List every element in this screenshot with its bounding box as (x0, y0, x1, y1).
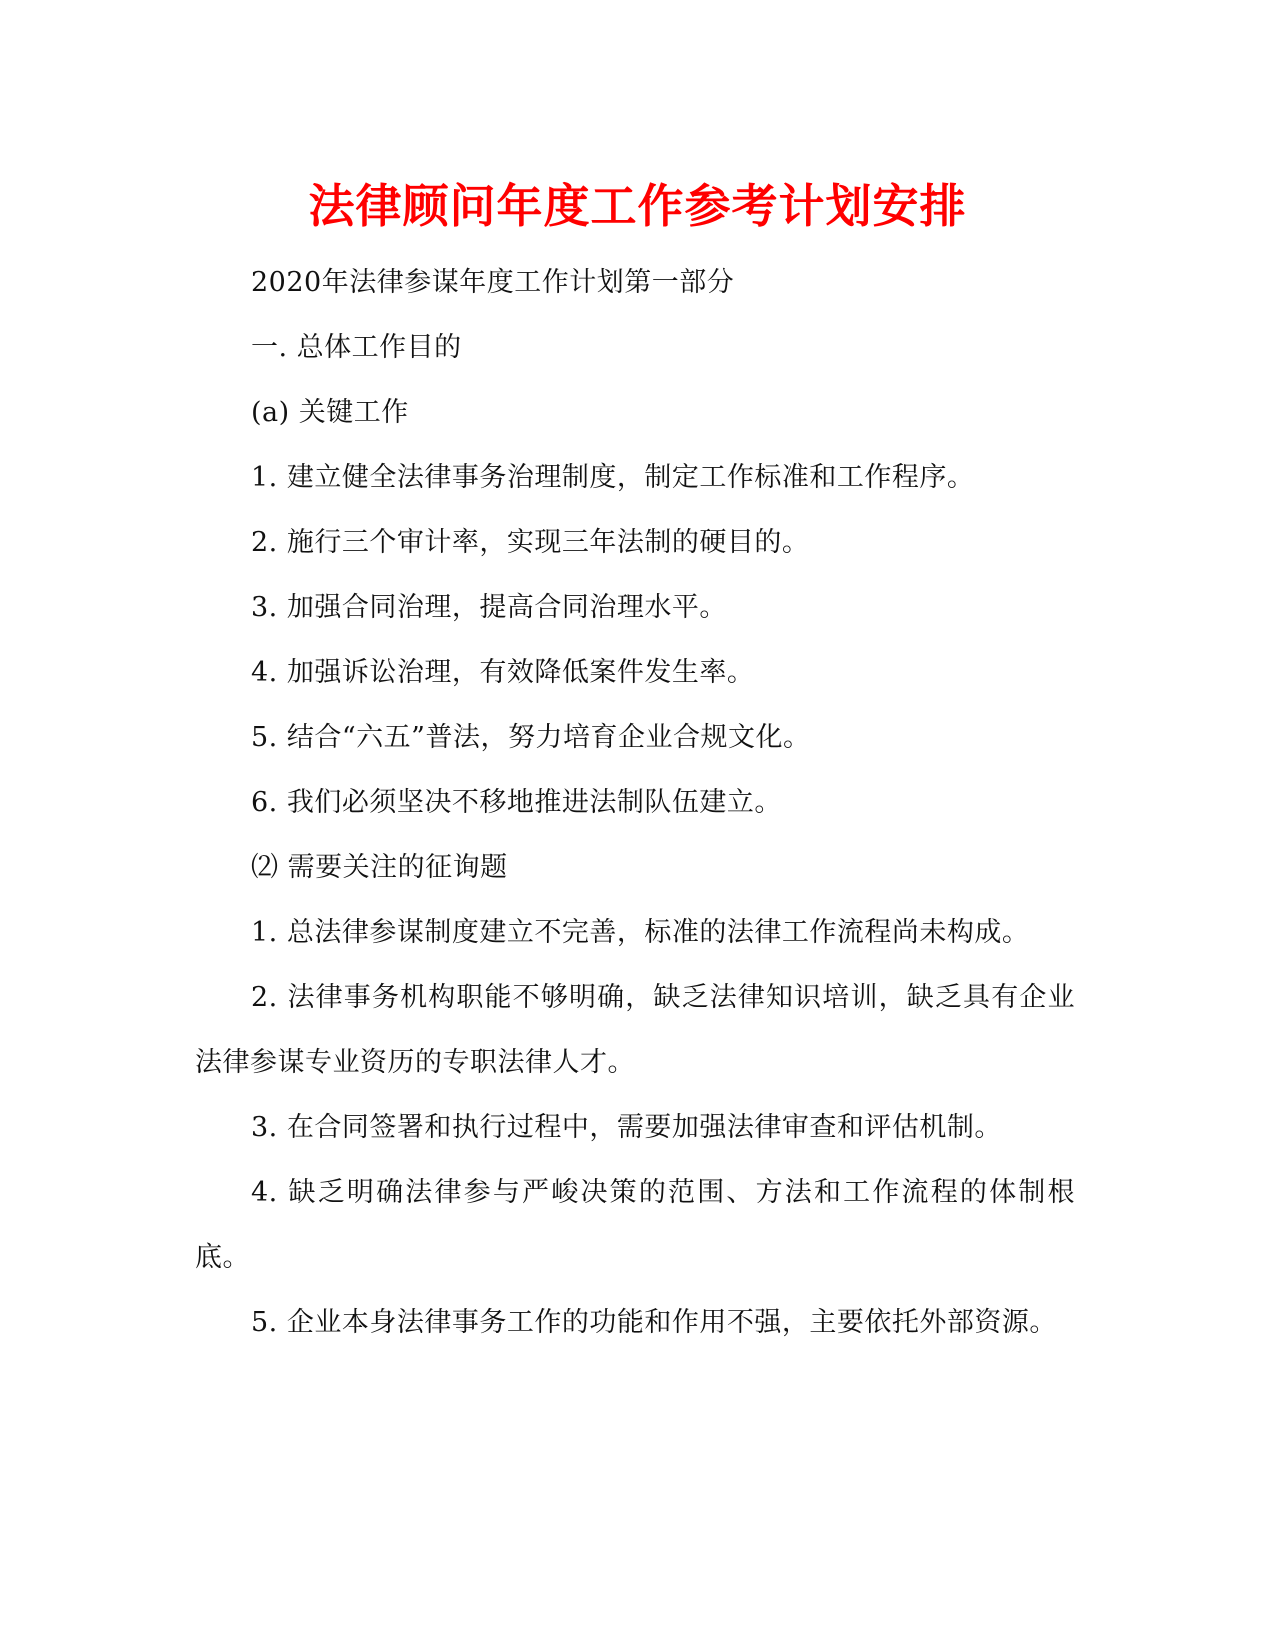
list-item: 1. 总法律参谋制度建立不完善，标准的法律工作流程尚未构成。 (251, 917, 1030, 948)
list-item: 4. 加强诉讼治理，有效降低案件发生率。 (251, 657, 755, 688)
list-item: 5. 结合“六五”普法，努力培育企业合规文化。 (251, 722, 811, 753)
list-item: 6. 我们必须坚决不移地推进法制队伍建立。 (251, 787, 782, 818)
subsection-heading: ⑵ 需要关注的征询题 (251, 852, 508, 883)
list-item: 2. 法律事务机构职能不够明确，缺乏法律知识培训，缺乏具有企业法律参谋专业资历的专职法律人才。 (195, 982, 1075, 1078)
document-body (195, 250, 1075, 1355)
list-item: 5. 企业本身法律事务工作的功能和作用不强，主要依托外部资源。 (251, 1307, 1057, 1338)
paragraph: 2020年法律参谋年度工作计划第一部分 (251, 267, 735, 298)
list-item: 4. 缺乏明确法律参与严峻决策的范围、方法和工作流程的体制根底。 (195, 1177, 1075, 1273)
list-item: 2. 施行三个审计率，实现三年法制的硬目的。 (251, 527, 810, 558)
section-heading: 一. 总体工作目的 (251, 332, 462, 363)
subsection-heading: (a) 关键工作 (251, 397, 409, 428)
list-item: 3. 在合同签署和执行过程中，需要加强法律审查和评估机制。 (251, 1112, 1002, 1143)
document-title: 法律顾问年度工作参考计划安排 (308, 179, 967, 233)
list-item: 1. 建立健全法律事务治理制度，制定工作标准和工作程序。 (251, 462, 975, 493)
list-item: 3. 加强合同治理，提高合同治理水平。 (251, 592, 727, 623)
